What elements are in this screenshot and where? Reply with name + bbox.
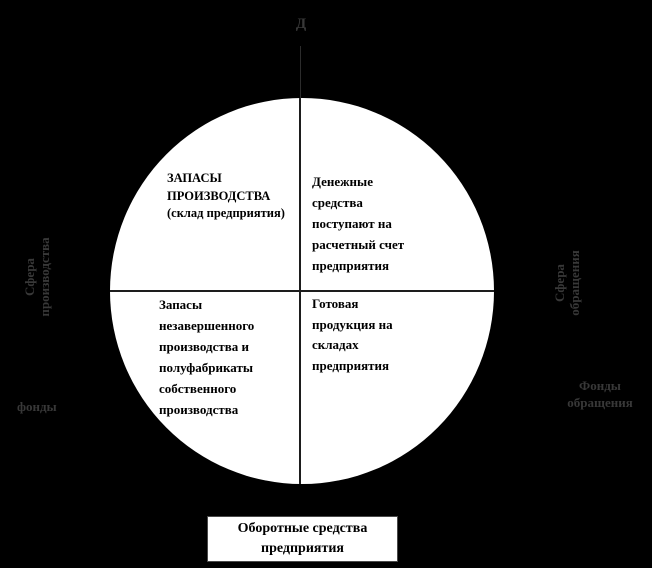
- text-line: Оборотные средства: [237, 521, 368, 536]
- text-line: полуфабрикаты: [159, 360, 253, 375]
- horizontal-divider-line: [110, 290, 494, 292]
- text-line: Денежные: [312, 174, 373, 189]
- text-line: средства: [312, 195, 363, 210]
- text-line: складах: [312, 337, 359, 352]
- circulation-funds-note: [552, 378, 648, 411]
- production-funds-note: фонды: [17, 399, 57, 414]
- text-line: обращения: [567, 250, 582, 316]
- top-connector-line: [300, 46, 301, 98]
- text-line: производства и: [159, 339, 249, 354]
- text-line: производства: [37, 237, 52, 317]
- text-line: Фонды: [579, 378, 621, 393]
- text-line: обращения: [567, 394, 633, 410]
- text-line: ПРОИЗВОДСТВА: [167, 188, 271, 203]
- text-line: незавершенного: [159, 318, 255, 333]
- working-capital-title-box: [207, 516, 398, 562]
- text-line: Сфера: [552, 264, 567, 302]
- sphere-of-circulation-label: [552, 228, 582, 338]
- quadrant-production-stocks: [167, 170, 295, 223]
- text-line: (склад предприятия): [167, 206, 285, 220]
- sphere-of-production-label: [22, 222, 52, 332]
- text-line: Запасы: [159, 297, 203, 312]
- text-line: собственного: [159, 381, 237, 396]
- quadrant-finished-goods: [312, 294, 462, 376]
- text-line: продукция на: [312, 316, 393, 332]
- text-line: предприятия: [261, 541, 344, 556]
- text-line: Готовая: [312, 296, 359, 311]
- quadrant-work-in-progress: [159, 294, 301, 420]
- quadrant-money-funds: [312, 171, 462, 276]
- text-line: предприятия: [312, 258, 390, 273]
- text-line: ЗАПАСЫ: [167, 171, 222, 185]
- money-top-label: Д: [295, 16, 307, 32]
- cycle-circle: [110, 98, 494, 484]
- text-line: расчетный счет: [312, 237, 405, 252]
- text-line: предприятия: [312, 357, 390, 373]
- text-line: поступают на: [312, 216, 392, 231]
- text-line: Сфера: [22, 258, 37, 296]
- text-line: производства: [159, 402, 239, 417]
